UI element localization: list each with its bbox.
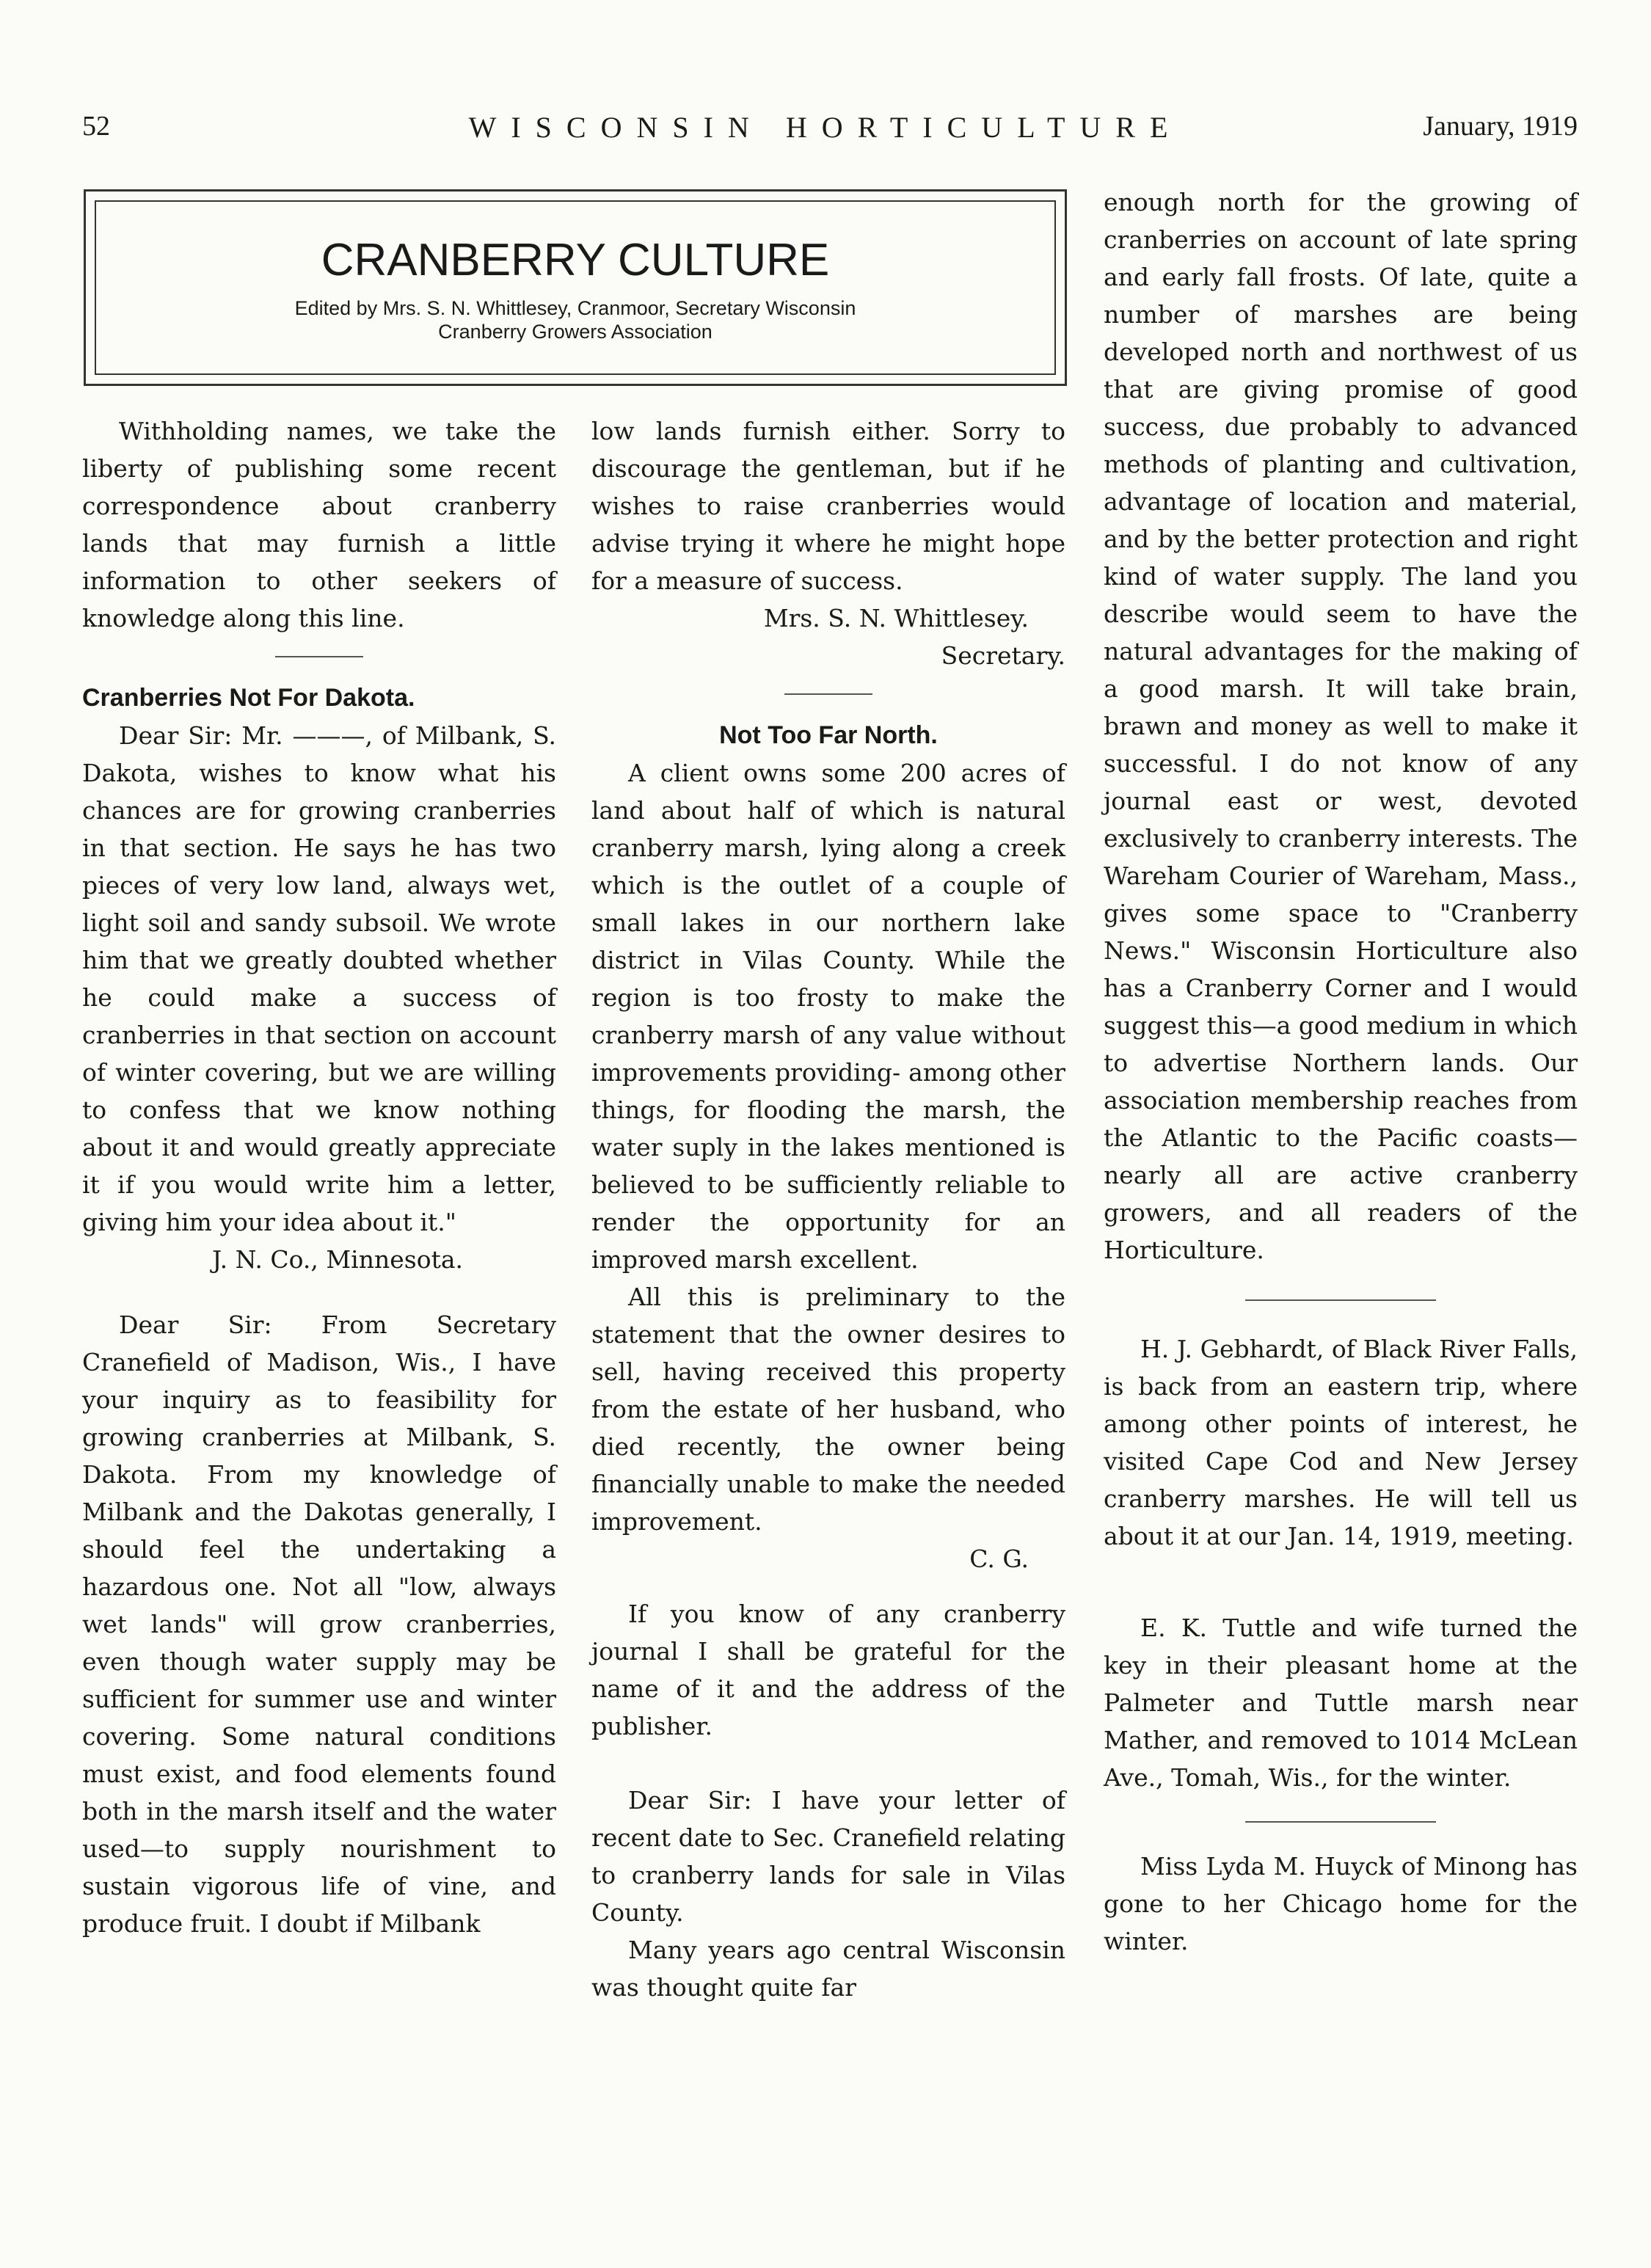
- page-header: [0, 110, 1651, 154]
- reply-continuation: low lands furnish either. Sorry to discourage the gentleman, but if he wishes to raise cranberries would advise trying it where he might hope for a measure of success.: [591, 417, 1065, 595]
- spacer: [591, 1745, 1065, 1782]
- letter-signature: J. N. Co., Minnesota.: [211, 1245, 463, 1274]
- news-note: Miss Lyda M. Huyck of Minong has gone to her Chicago home for the winter.: [1104, 1852, 1578, 1955]
- article-heading-north: Not Too Far North.: [719, 721, 938, 749]
- section-title-box-inner: [95, 200, 1056, 375]
- issue-date: January, 1919: [1423, 111, 1578, 142]
- reply-paragraph: Many years ago central Wisconsin was thought quite far: [591, 1936, 1065, 2002]
- divider: [784, 693, 872, 695]
- article-signature: C. G.: [969, 1545, 1029, 1573]
- editor-line-2: Cranberry Growers Association: [438, 321, 712, 343]
- intro-paragraph: Withholding names, we take the liberty of publishing some recent correspondence about cranberry lands that may furnish a little information to other seekers of knowledge along this line.: [82, 417, 556, 632]
- column-1: [82, 412, 556, 1942]
- article-paragraph: All this is preliminary to the statement that the owner desires to sell, having received this property from the estate of her husband, who died recently, the owner being financially unable to make the needed improvement.: [591, 1283, 1065, 1536]
- divider: [275, 656, 363, 657]
- article-paragraph: If you know of any cranberry journal I shall be grateful for the name of it and the address of the publisher.: [591, 1600, 1065, 1740]
- spacer: [82, 1278, 556, 1306]
- section-title: CRANBERRY CULTURE: [321, 235, 830, 285]
- spacer: [1245, 1583, 1436, 1584]
- column-3: [1104, 183, 1578, 1960]
- reply-continuation: enough north for the growing of cranberries on account of late spring and early fall frosts. Of late, quite a number of marshes are being developed north and northwest of us that are giving promise of good success, due probably to advanced methods of planting and cultivation, advantage of location and material, and by the better protection and right kind of water supply. The land you describe would seem to have the natural advantages for the making of a good marsh. It will take brain, brawn and money as well to make it successful. I do not know of any journal east or west, devoted exclusively to cranberry interests. The Wareham Courier of Wareham, Mass., gives some space to "Cranberry News." Wisconsin Horticulture also has a Cranberry Corner and I would suggest this—a good medium in which to advertise Northern lands. Our association membership reaches from the Atlantic to the Pacific coasts—nearly all are active cranberry growers, and all readers of the Horticulture.: [1104, 188, 1578, 1264]
- masthead: WISCONSIN HORTICULTURE: [468, 111, 1183, 144]
- news-note: H. J. Gebhardt, of Black River Falls, is back from an eastern trip, where among other points of interest, he visited Cape Cod and New Jersey cranberry marshes. He will tell us about it at our Jan. 14, 1919, meeting.: [1104, 1335, 1578, 1550]
- reply-paragraph: Dear Sir: From Secretary Cranefield of Madison, Wis., I have your inquiry as to feasibility for growing cranberries at Milbank, S. Dakota. From my knowledge of Milbank and the Dakotas generally, I should feel the undertaking a hazardous one. Not all "low, always wet lands" will grow cranberries, even though water supply may be sufficient for summer use and winter covering. Some natural conditions must exist, and food elements found both in the marsh itself and the water used—to supply nourishment to sustain vigorous life of vine, and produce fruit. I doubt if Milbank: [82, 1310, 556, 1938]
- section-title-box: [84, 189, 1067, 386]
- column-2: [591, 412, 1065, 2006]
- section-editor-line: [96, 296, 1054, 343]
- spacer: [591, 1578, 1065, 1595]
- reply-paragraph: Dear Sir: I have your letter of recent date to Sec. Cranefield relating to cranberry lands for sale in Vilas County.: [591, 1786, 1065, 1927]
- signature-name: Mrs. S. N. Whittlesey.: [763, 604, 1029, 632]
- divider: [1245, 1299, 1436, 1301]
- article-paragraph: A client owns some 200 acres of land about half of which is natural cranberry marsh, lying along a creek which is the outlet of a couple of small lakes in our northern lake district in Vilas County. While the region is too frosty to make the cranberry marsh of any value without improvements providing- among other things, for flooding the marsh, the water suply in the lakes mentioned is believed to be sufficiently reliable to render the opportunity for an improved marsh excellent.: [591, 759, 1065, 1274]
- signature-title: Secretary.: [941, 641, 1065, 670]
- article-heading-dakota: Cranberries Not For Dakota.: [82, 684, 415, 712]
- page-number: 52: [82, 111, 110, 142]
- divider: [1245, 1821, 1436, 1823]
- news-note: E. K. Tuttle and wife turned the key in their pleasant home at the Palmeter and Tuttle marsh near Mather, and removed to 1014 McLean Ave., Tomah, Wis., for the winter.: [1104, 1614, 1578, 1792]
- letter-paragraph: Dear Sir: Mr. ———, of Milbank, S. Dakota, wishes to know what his chances are for growing cranberries in that section. He says he has two pieces of very low land, always wet, light soil and sandy subsoil. We wrote him that we greatly doubted whether he could make a success of cranberries in that section on account of winter covering, but we are willing to confess that we know nothing about it and would greatly appreciate it if you would write him a letter, giving him your idea about it.": [82, 721, 556, 1236]
- editor-line-1: Edited by Mrs. S. N. Whittlesey, Cranmoor, Secretary Wisconsin: [294, 297, 856, 319]
